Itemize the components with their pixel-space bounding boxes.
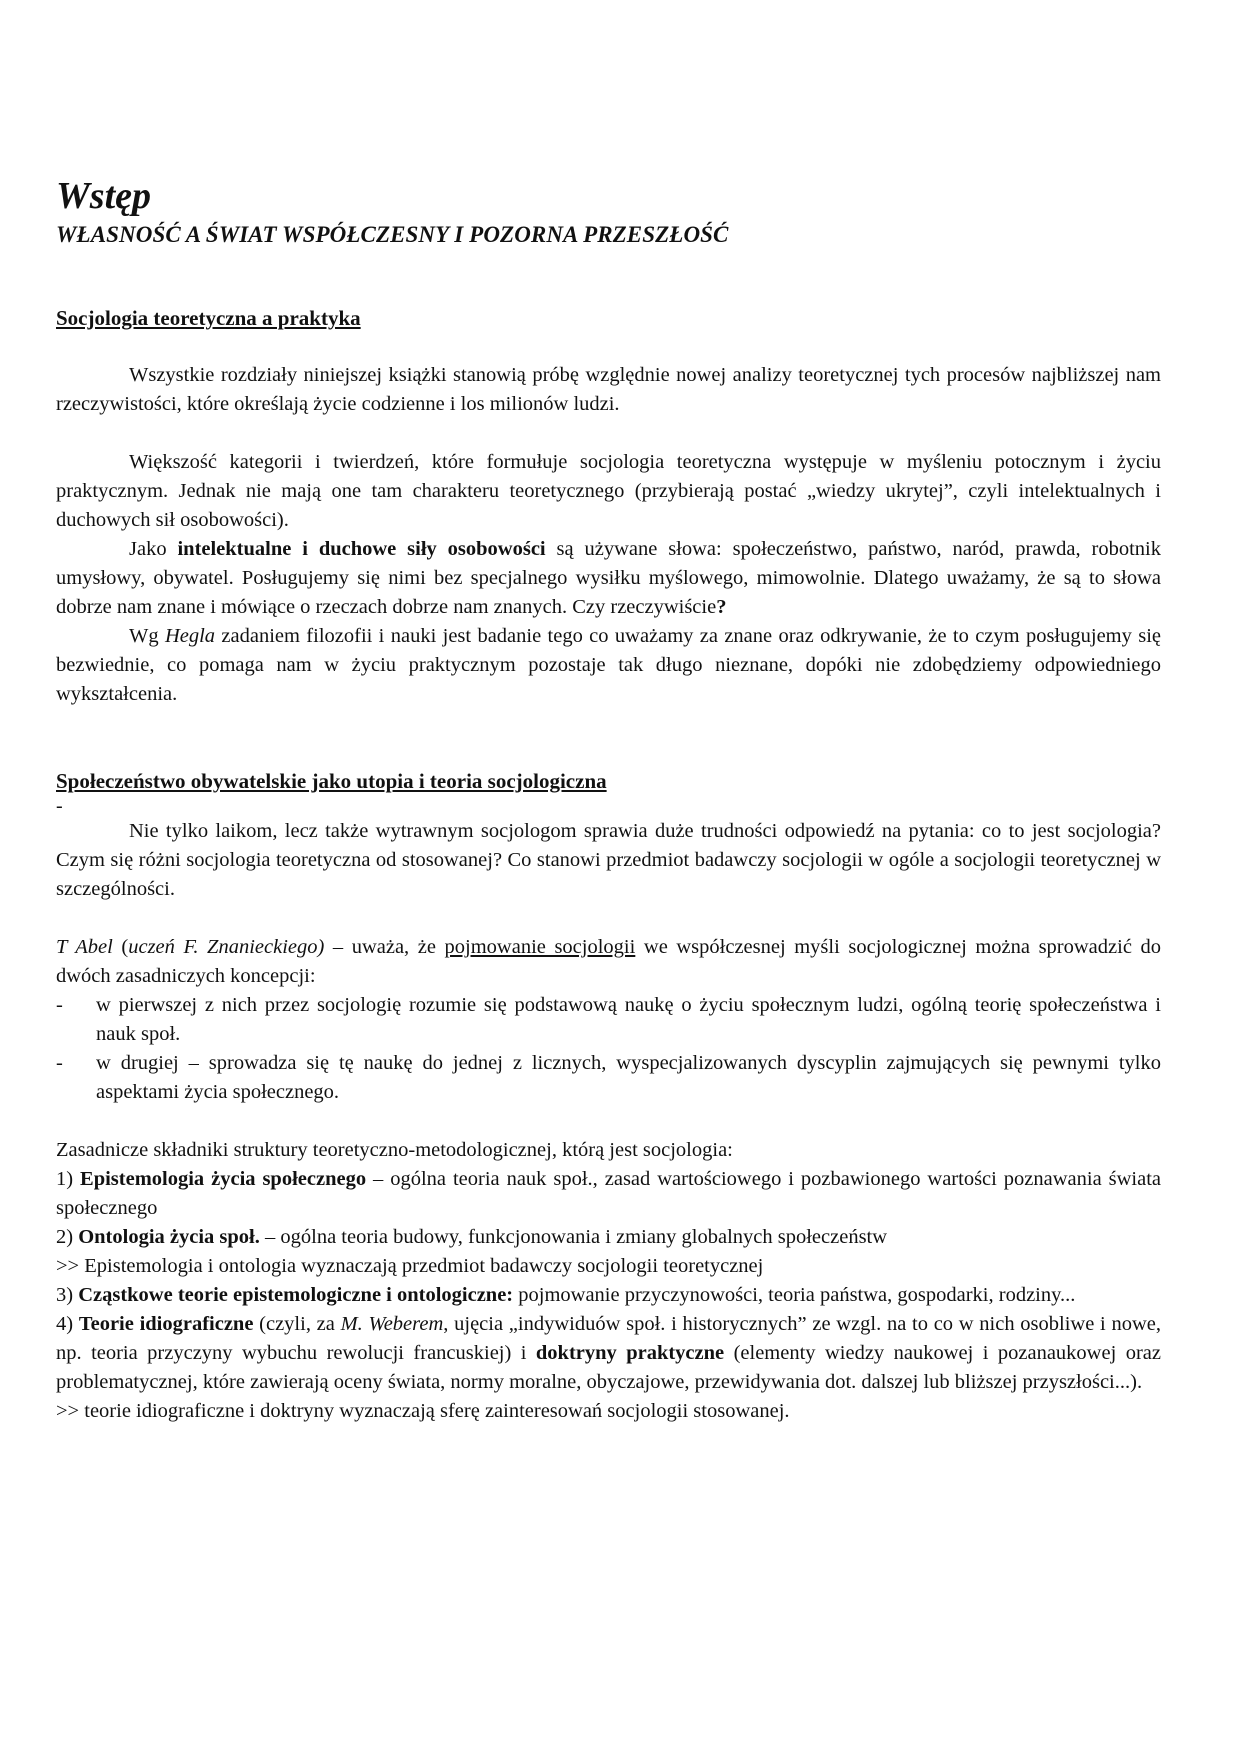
document-page bbox=[56, 176, 1161, 1426]
paragraph: Wg Hegla zadaniem filozofii i nauki jest badanie tego co uważamy za znane oraz odkrywanie, że to czym posługujemy się bezwiednie, co pomaga nam w życiu praktycznym pozostaje tak długo nieznane, dopóki nie zdobędziemy odpowiedniego wykształcenia. bbox=[56, 625, 1161, 705]
paragraph: Wszystkie rozdziały niniejszej książki stanowią próbę względnie nowej analizy teoretycznej tych procesów najbliższej nam rzeczywistości, które określają życie codzienne i los milionów ludzi. bbox=[56, 364, 1161, 415]
numbered-item: 1) Epistemologia życia społecznego – ogólna teoria nauk społ., zasad wartościowego i pozbawionego wartości poznawania świata społecznego bbox=[56, 1168, 1162, 1219]
paragraph: Większość kategorii i twierdzeń, które formułuje socjologia teoretyczna występuje w myśleniu potocznym i życiu praktycznym. Jednak nie mają one tam charakteru teoretycznego (przybierają postać „wiedzy ukrytej”, czyli intelektualnych i duchowych sił osobowości). bbox=[56, 451, 1161, 531]
numbered-item: 4) Teorie idiograficzne (czyli, za M. Weberem, ujęcia „indywiduów społ. i historycznych” ze wzgl. na to co w nich osobliwe i nowe, np. teoria przyczyny wybuchu rewolucji francuskiej) i doktryny praktyczne (elementy wiedzy naukowej i pozanaukowej oraz problematycznej, które zawierają oceny świata, normy moralne, obyczajowe, przewidywania dot. dalszej lub bliższej przyszłości...). bbox=[56, 1313, 1161, 1393]
page-title: Wstęp bbox=[56, 175, 151, 217]
list-item: - w drugiej – sprowadza się tę naukę do jednej z licznych, wyspecjalizowanych dyscyplin zajmujących się pewnymi tylko aspektami życia społecznego. bbox=[56, 1052, 1161, 1103]
dash-marker: - bbox=[56, 795, 63, 817]
section-heading-1: Socjologia teoretyczna a praktyka bbox=[56, 306, 361, 330]
list-item: - w pierwszej z nich przez socjologię rozumie się podstawową naukę o życiu społecznym ludzi, ogólną teorię społeczeństwa i nauk społ. bbox=[56, 994, 1161, 1045]
numbered-item: 2) Ontologia życia społ. – ogólna teoria budowy, funkcjonowania i zmiany globalnych społeczeństw bbox=[56, 1226, 888, 1248]
note-line: >> Epistemologia i ontologia wyznaczają przedmiot badawczy socjologii teoretycznej bbox=[56, 1255, 764, 1277]
underlined-term: pojmowanie socjologii bbox=[444, 936, 636, 958]
paragraph: T Abel (uczeń F. Znanieckiego) – uważa, że pojmowanie socjologii we współczesnej myśli socjologicznej można sprowadzić do dwóch zasadniczych koncepcji: bbox=[56, 936, 1161, 987]
paragraph: Jako intelektualne i duchowe siły osobowości są używane słowa: społeczeństwo, państwo, naród, prawda, robotnik umysłowy, obywatel. Posługujemy się nimi bez specjalnego wysiłku myślowego, mimowolnie. Dlatego uważamy, że są to słowa dobrze nam znane i mówiące o rzeczach dobrze nam znanych. Czy rzeczywiście? bbox=[56, 538, 1161, 618]
paragraph: Nie tylko laikom, lecz także wytrawnym socjologom sprawia duże trudności odpowiedź na pytania: co to jest socjologia? Czym się różni socjologia teoretyczna od stosowanej? Co stanowi przedmiot badawczy socjologii w ogóle a socjologii teoretycznej w szczególności. bbox=[56, 820, 1161, 900]
section-heading-2: Społeczeństwo obywatelskie jako utopia i teoria socjologiczna bbox=[56, 769, 607, 793]
paragraph: Zasadnicze składniki struktury teoretyczno-metodologicznej, którą jest socjologia: bbox=[56, 1139, 733, 1161]
numbered-item: 3) Cząstkowe teorie epistemologiczne i ontologiczne: pojmowanie przyczynowości, teoria państwa, gospodarki, rodziny... bbox=[56, 1284, 1076, 1306]
note-line: >> teorie idiograficzne i doktryny wyznaczają sferę zainteresowań socjologii stosowanej. bbox=[56, 1400, 790, 1422]
italic-name: Hegla bbox=[164, 625, 216, 647]
page-subtitle: WŁASNOŚĆ A ŚWIAT WSPÓŁCZESNY I POZORNA PRZESZŁOŚĆ bbox=[56, 222, 729, 247]
bold-term: intelektualne i duchowe siły osobowości bbox=[177, 538, 546, 560]
